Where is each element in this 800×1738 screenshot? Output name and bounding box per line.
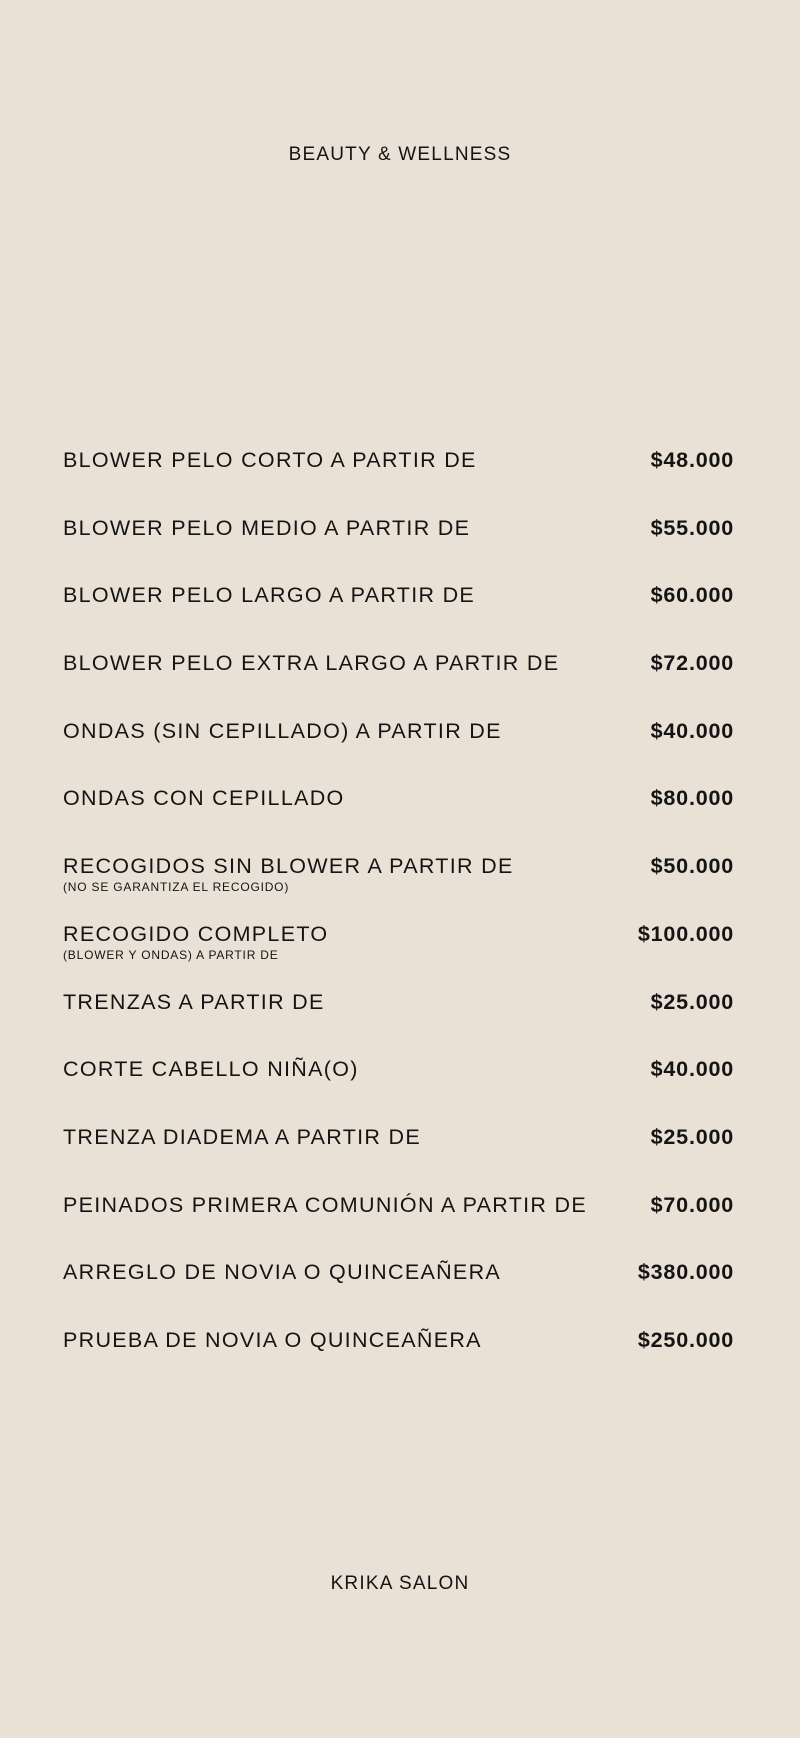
service-price: $40.000 [650, 718, 734, 743]
service-price: $60.000 [650, 583, 734, 608]
service-price: $250.000 [637, 1327, 734, 1352]
service-price: $40.000 [650, 1057, 734, 1082]
price-list [63, 450, 734, 1398]
service-name: PEINADOS PRIMERA COMUNIÓN A PARTIR DE [63, 1192, 587, 1217]
service-price: $380.000 [637, 1260, 734, 1285]
list-item [63, 450, 734, 518]
service-name: RECOGIDOS SIN BLOWER A PARTIR DE [63, 854, 514, 879]
list-item [63, 515, 734, 586]
service-name: BLOWER PELO EXTRA LARGO A PARTIR DE [63, 651, 560, 676]
list-item [63, 1124, 734, 1195]
page-title: BEAUTY & WELLNESS [288, 144, 512, 165]
service-name: ONDAS CON CEPILLADO [63, 786, 345, 811]
list-item [63, 653, 734, 721]
service-price: $25.000 [650, 989, 734, 1014]
service-name: BLOWER PELO CORTO A PARTIR DE [63, 448, 477, 472]
list-item [63, 1192, 734, 1263]
service-name: ARREGLO DE NOVIA O QUINCEAÑERA [63, 1260, 502, 1285]
service-name: ONDAS (SIN CEPILLADO) A PARTIR DE [63, 718, 502, 743]
list-item [63, 718, 734, 789]
list-item [63, 989, 734, 1060]
service-price: $70.000 [650, 1192, 734, 1217]
list-item [63, 585, 734, 653]
service-price: $25.000 [650, 1124, 734, 1149]
service-price: $72.000 [650, 651, 734, 676]
service-name: BLOWER PELO LARGO A PARTIR DE [63, 583, 476, 608]
service-name: TRENZAS A PARTIR DE [63, 989, 325, 1014]
service-name: CORTE CABELLO NIÑA(O) [63, 1057, 359, 1082]
service-note: (NO SE GARANTIZA EL RECOGIDO) [63, 880, 290, 895]
service-name: TRENZA DIADEMA A PARTIR DE [63, 1124, 421, 1149]
service-price: $55.000 [650, 515, 734, 540]
service-name: RECOGIDO COMPLETO [63, 921, 329, 946]
service-name: BLOWER PELO MEDIO A PARTIR DE [63, 515, 471, 540]
list-item [63, 921, 734, 992]
brand-name: KRIKA SALON [330, 1573, 470, 1594]
list-item [63, 788, 734, 856]
list-item [63, 1059, 734, 1127]
list-item [63, 1262, 734, 1330]
service-price: $100.000 [637, 921, 734, 946]
list-item [63, 1327, 734, 1398]
service-price: $48.000 [650, 448, 734, 472]
service-price: $80.000 [650, 786, 734, 811]
service-note: (BLOWER Y ONDAS) A PARTIR DE [63, 947, 279, 962]
service-price: $50.000 [650, 854, 734, 879]
service-name: PRUEBA DE NOVIA O QUINCEAÑERA [63, 1327, 482, 1352]
list-item [63, 856, 734, 924]
